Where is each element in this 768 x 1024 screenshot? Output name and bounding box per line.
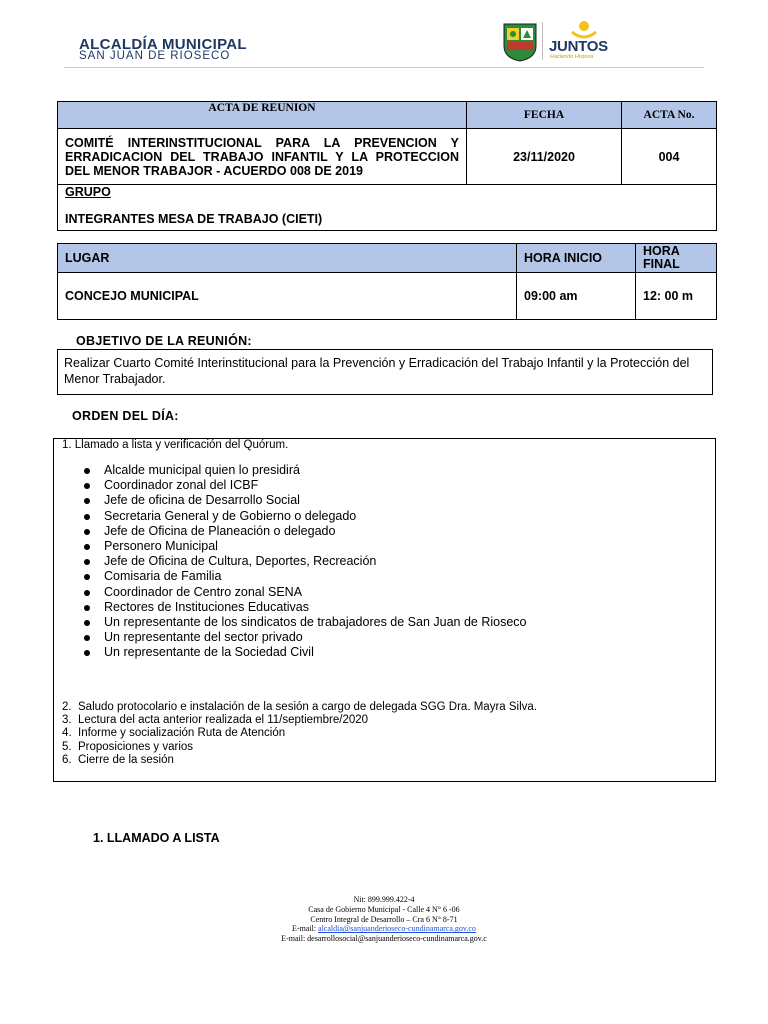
municipality-subtitle: SAN JUAN DE RIOSECO [79,50,231,62]
item-number: 4. [62,727,72,740]
item-text: Proposiciones y varios [78,740,194,753]
footer-centro: Centro Integral de Desarrollo – Cra 6 N° 8-71 [310,914,458,924]
lugar-value: CONCEJO MUNICIPAL [58,273,517,320]
hora-final-header [636,244,717,273]
item-number: 2. [62,701,72,713]
hora-inicio-header: HORA INICIO [517,244,636,273]
objetivo-label: OBJETIVO DE LA REUNIÓN: [76,334,252,348]
orden-intro: 1. Llamado a lista y verificación del Quórum. [62,439,289,451]
objetivo-text: Realizar Cuarto Comité Interinstitucional para la Prevención y Erradicación del Trabajo Infantil y la Protección del Menor Trabajador. [57,349,713,395]
list-item: Un representante de la Sociedad Civil [84,645,527,660]
item-text: Lectura del acta anterior realizada el 11/septiembre/2020 [78,714,369,727]
list-item: Alcalde municipal quien lo presidirá [84,463,527,478]
header-divider [64,67,704,68]
grupo-cell [58,185,717,231]
list-item: Jefe de Oficina de Cultura, Deportes, Recreación [84,554,527,569]
list-item [62,754,537,767]
hora-inicio-value: 09:00 am [517,273,636,320]
municipal-shield-logo [502,20,538,62]
acta-no-value: 004 [622,129,717,185]
grupo-value: INTEGRANTES MESA DE TRABAJO (CIETI) [65,212,323,226]
footer-email1-label: E-mail: [292,924,317,934]
list-item [62,727,537,740]
list-item: Personero Municipal [84,539,527,554]
acta-table [57,101,717,231]
list-item: Secretaria General y de Gobierno o delegado [84,509,527,524]
list-item: Comisaria de Familia [84,569,527,584]
acta-no-header-cell: ACTA No. [622,102,717,129]
page-footer [0,895,768,944]
footer-email1-link[interactable]: alcaldia@sanjuanderioseco-cundinamarca.gov.co [318,924,476,934]
item-text: Informe y socialización Ruta de Atención [78,727,286,740]
acta-header-cell: ACTA DE REUNION [58,102,467,129]
item-text: Saludo protocolario e instalación de la sesión a cargo de delegada SGG Dra. Mayra Silva. [78,701,537,713]
item-number: 6. [62,753,72,766]
orden-label: ORDEN DEL DÍA: [72,409,179,423]
list-item [62,701,537,714]
juntos-logo-text: JUNTOS [549,38,608,55]
hora-final-label-line1: HORA [643,244,680,258]
juntos-logo-tagline: Haciendo Historia [550,54,594,60]
list-item [62,741,537,754]
footer-email2: E-mail: desarrollosocial@sanjuanderioseco-cundinamarca.gov.c [281,934,487,944]
list-item: Jefe de oficina de Desarrollo Social [84,493,527,508]
attendee-list [84,463,527,660]
list-item: Rectores de Instituciones Educativas [84,600,527,615]
list-item: Un representante de los sindicatos de trabajadores de San Juan de Rioseco [84,615,527,630]
item-text: Cierre de la sesión [78,753,174,766]
item-number: 3. [62,714,72,727]
footer-email1-line [0,924,768,934]
list-item [62,714,537,727]
list-item: Coordinador zonal del ICBF [84,478,527,493]
lugar-header: LUGAR [58,244,517,273]
logo-separator [542,22,543,60]
section-heading: 1. LLAMADO A LISTA [93,831,220,845]
lugar-table [57,243,717,320]
list-item: Coordinador de Centro zonal SENA [84,585,527,600]
committee-name: COMITÉ INTERINSTITUCIONAL PARA LA PREVENCION Y ERRADICACION DEL TRABAJO INFANTIL Y LA PROTECCION DEL MENOR TRABAJOR - ACUERDO 008 DE 2019 [58,129,467,185]
list-item: Un representante del sector privado [84,630,527,645]
municipality-title: ALCALDÍA MUNICIPAL [79,36,247,53]
hora-final-label-line2: FINAL [643,257,680,271]
footer-casa: Casa de Gobierno Municipal - Calle 4 N° 6 -06 [308,904,460,914]
list-item: Jefe de Oficina de Planeación o delegado [84,524,527,539]
orden-box [53,438,716,782]
grupo-label: GRUPO [65,185,111,199]
fecha-value: 23/11/2020 [467,129,622,185]
footer-nit: Nit: 899.999.422-4 [353,895,415,904]
agenda-list [62,701,537,767]
item-number: 5. [62,740,72,753]
hora-final-value: 12: 00 m [636,273,717,320]
fecha-header-cell: FECHA [467,102,622,129]
